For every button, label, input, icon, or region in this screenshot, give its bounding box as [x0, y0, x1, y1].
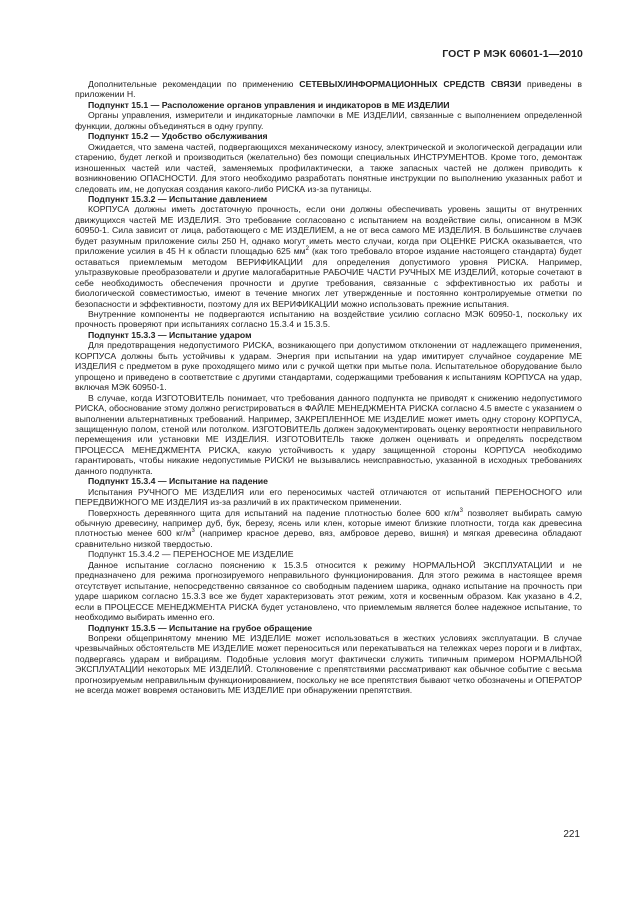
paragraph-text-start: КОРПУСА должны иметь достаточную прочность, если они должны обеспечивать уровень защиты от внутренних движущихся частей МЕ ИЗДЕЛИЯ. Это требование согласовано с испытанием на воздействие силы, описанном в МЭК 60950-1. Сила зависит от лица, работающего с МЕ ИЗДЕЛИЕМ, а не от веса самого МЕ ИЗДЕЛИЯ. В большинстве случаев будет разумным приложение силы 250 Н, однако могут иметь место случаи, когда при ОЦЕНКЕ РИСКА оказывается, что приложение усилия в 45 Н к области площадью 625 мм	[75, 204, 582, 257]
paragraph-with-superscript	[75, 204, 582, 309]
subclause-heading: Подпункт 15.1 — Расположение органов управления и индикаторов в МЕ ИЗДЕЛИИ	[88, 99, 450, 110]
paragraph-text-end: (как того требовало второе издание настоящего стандарта) будет оставаться приемлемым методом ВЕРИФИКАЦИИ для определения допустимого уровня РИСКА. Например, ультразвуковые преобразователи и другие малогабаритные РАБОЧИЕ ЧАСТИ РУЧНЫХ МЕ ИЗДЕЛИЙ, которые сочетают в себе необходимость обеспечения прочности и другие требования, связанные с эффективностью их работы и биологической совместимостью, имеют в течение многих лет утвержденные и постоянно контролируемые отметки по безопасности и эффективности, поэтому для их ВЕРИФИКАЦИИ можно использовать прежние испытания.	[75, 246, 582, 309]
paragraph-text-end: (например красное дерево, вяз, амбровое дерево, вишня) и мягкая древесина обладают сравнительно низкой твердостью.	[75, 528, 583, 549]
subclause-heading: Подпункт 15.3.3 — Испытание ударом	[88, 329, 252, 340]
subclause-heading-plain: Подпункт 15.3.4.2 — ПЕРЕНОСНОЕ МЕ ИЗДЕЛИЕ	[88, 549, 294, 560]
subclause-heading: Подпункт 15.3.4 — Испытание на падение	[88, 476, 268, 487]
superscript: 3	[191, 528, 195, 535]
paragraph-intro	[75, 79, 582, 100]
paragraph: В случае, когда ИЗГОТОВИТЕЛЬ понимает, что требования данного подпункта не приводят к снижению недопустимого РИСКА, обоснование этому должно регистрироваться в ФАЙЛЕ МЕНЕДЖМЕНТА РИСКА согласно 4.5 вместе с указанием о выполнении альтернативных требований. Например, ЗАКРЕПЛЕННОЕ МЕ ИЗДЕЛИЕ может иметь одну сторону КОРПУСА, защищенную полом, стеной или потолком. ИЗГОТОВИТЕЛЬ должен задокументировать оценку вероятности неправильного перемещения или установки МЕ ИЗДЕЛИЯ. ИЗГОТОВИТЕЛЬ также должен оценивать и определять посредством ПРОЦЕССА МЕНЕДЖМЕНТА РИСКА, какую устойчивость к удару защищенной стороны КОРПУСА необходимо гарантировать, чтобы никакие недопустимые РИСКИ не вызывались неисправностью, указанной в исходных требованиях данного подпункта.	[75, 392, 582, 476]
intro-text-start: Дополнительные рекомендации по применению	[88, 79, 300, 89]
subclause-heading: Подпункт 15.3.5 — Испытание на грубое обращение	[88, 622, 313, 633]
intro-bold-term: СЕТЕВЫХ/ИНФОРМАЦИОННЫХ СРЕДСТВ СВЯЗИ	[299, 79, 522, 89]
paragraph-text-middle: позволяет выбирать самую обычную древесину, например дуб, бук, березу, ясень или клен, которые имеют близкие плотности, тогда как древесина плотностью менее 600 кг/м	[75, 507, 582, 539]
paragraph: Данное испытание согласно пояснению к 15.3.5 относится к режиму НОРМАЛЬНОЙ ЭКСПЛУАТАЦИИ и не предназначено для режима прогнозируемого неправильного функционирования. Для этого режима в настоящее время отсутствует испытание, непосредственно связанное со свободным падением шарика, однако испытание на прочность при ударе шариком согласно 15.3.3 все же будет характеризовать этот режим, хотя и косвенным образом. Как указано в 4.2, если в ПРОЦЕССЕ МЕНЕДЖМЕНТА РИСКА будет установлено, что приемлемым является более надежное испытание, то необходимо выбирать именно его.	[75, 559, 582, 623]
paragraph-with-superscript	[75, 508, 582, 550]
paragraph: Вопреки общепринятому мнению МЕ ИЗДЕЛИЕ может использоваться в жестких условиях эксплуатации. В случае чрезвычайных обстоятельств МЕ ИЗДЕЛИЕ может переноситься или перекатываться на тележках через пороги и в лифтах, подвергаясь ударам и вибрациям. Подобные условия могут фактически служить типичным примером НОРМАЛЬНОЙ ЭКСПЛУАТАЦИИ некоторых МЕ ИЗДЕЛИЙ. Столкновение с препятствиями рассматривают как обычное событие с весьма прогнозируемым неправильным функционированием, поскольку не все препятствия бывают четко обозначены и ОПЕРАТОР не всегда может вовремя остановить МЕ ИЗДЕЛИЕ при обнаружении препятствия.	[75, 633, 582, 696]
subclause-heading: Подпункт 15.2 — Удобство обслуживания	[88, 131, 268, 142]
paragraph: Ожидается, что замена частей, подвергающихся механическому износу, электрической и экологической деградации или старению, будет легкой и производиться (желательно) без помощи специальных ИНСТРУМЕНТОВ. Кроме того, демонтаж изношенных частей или частей, заменяемых профилактически, а также запасных частей не должен приводить к возникновению ОПАСНОСТИ. Для этого необходимо разработать понятные инструкции по выполнению указанных работ и следовать им, не допуская создания какого-либо РИСКА из-за путаницы.	[75, 141, 582, 194]
paragraph: Испытания РУЧНОГО МЕ ИЗДЕЛИЯ или его переносимых частей отличаются от испытаний ПЕРЕНОСНОГО или ПЕРЕДВИЖНОГО МЕ ИЗДЕЛИЯ из-за различий в их практическом применении.	[75, 486, 582, 508]
subclause-heading: Подпункт 15.3.2 — Испытание давлением	[88, 193, 268, 204]
page-number: 221	[563, 829, 580, 840]
intro-text-end: приведены в приложении Н.	[75, 79, 582, 100]
superscript: 3	[459, 507, 463, 514]
paragraph-text-start: Поверхность деревянного щита для испытаний на падение плотностью более 600 кг/м	[88, 507, 460, 518]
superscript: 2	[305, 246, 309, 253]
paragraph: Внутренние компоненты не подвергаются испытанию на воздействие усилию согласно МЭК 60950-1, поскольку их прочность проверяют при испытаниях согласно 15.3.4 и 15.3.5.	[75, 308, 582, 330]
standard-header: ГОСТ Р МЭК 60601-1—2010	[442, 48, 583, 60]
paragraph: Органы управления, измерители и индикаторные лампочки в МЕ ИЗДЕЛИИ, связанные с выполнением определенной функции, должны объединяться в одну группу.	[75, 110, 582, 131]
page-content	[75, 79, 582, 696]
paragraph: Для предотвращения недопустимого РИСКА, возникающего при допустимом отклонении от надлежащего применения, КОРПУСА должны быть устойчивы к ударам. Энергия при испытании на удар имитирует случайное соударение МЕ ИЗДЕЛИЯ с предметом в руке проходящего мимо или с ручкой щетки при мытье пола. Испытательное оборудование было упрощено и приведено в соответствие с другими стандартами, содержащими требования к испытаниям КОРПУСА на удар, включая МЭК 60950-1.	[75, 340, 582, 393]
